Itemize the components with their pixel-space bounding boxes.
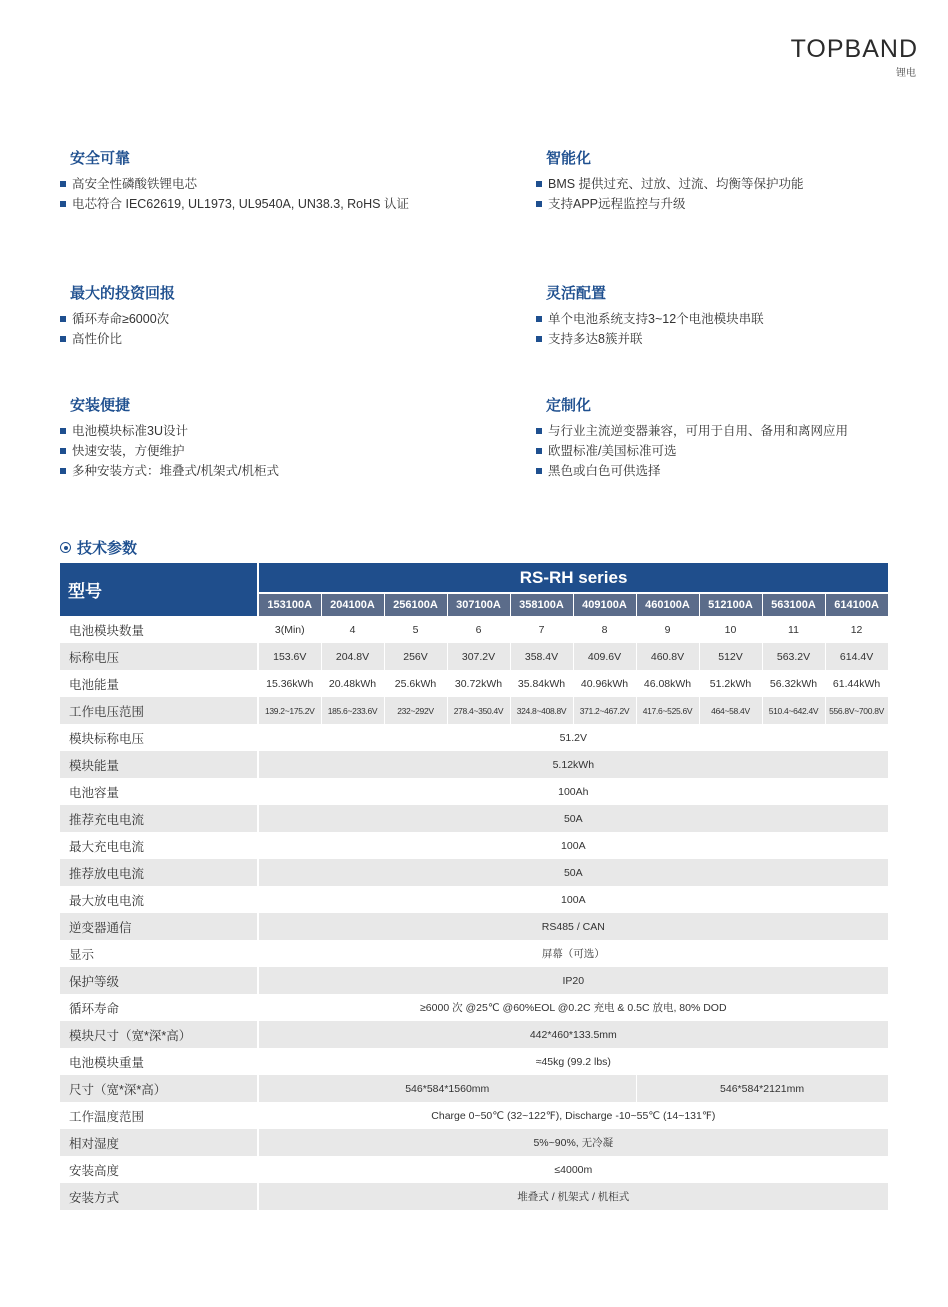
row-label: 最大放电电流 (60, 886, 258, 913)
row-label: 循环寿命 (60, 994, 258, 1021)
model-cell: 204100A (321, 593, 384, 616)
feature-item: 高安全性磷酸铁锂电芯 (60, 174, 460, 194)
table-cell: ≈45kg (99.2 lbs) (258, 1048, 888, 1075)
row-label: 最大充电电流 (60, 832, 258, 859)
table-cell: 139.2~175.2V (258, 697, 321, 724)
table-row (60, 1048, 888, 1075)
row-label: 尺寸（宽*深*高） (60, 1075, 258, 1102)
feature-title: 智能化 (546, 150, 592, 167)
model-cell: 409100A (573, 593, 636, 616)
table-cell: 51.2kWh (699, 670, 762, 697)
table-row (60, 1156, 888, 1183)
table-cell: 324.8~408.8V (510, 697, 573, 724)
table-cell: 512V (699, 643, 762, 670)
spec-section-title (60, 537, 137, 558)
feature-item: 循环寿命≥6000次 (60, 309, 460, 329)
brand-logo (791, 36, 918, 79)
table-cell: 9 (636, 616, 699, 643)
row-label: 标称电压 (60, 643, 258, 670)
feature-block (536, 394, 936, 481)
feature-item: 黑色或白色可供选择 (536, 461, 936, 481)
table-cell: 3(Min) (258, 616, 321, 643)
feature-title: 定制化 (546, 397, 592, 414)
table-row (60, 1129, 888, 1156)
table-cell: 46.08kWh (636, 670, 699, 697)
row-label: 电池容量 (60, 778, 258, 805)
feature-item: 多种安装方式：堆叠式/机架式/机柜式 (60, 461, 460, 481)
feature-list (536, 421, 936, 481)
table-row (60, 886, 888, 913)
table-cell: 堆叠式 / 机架式 / 机柜式 (258, 1183, 888, 1210)
row-label: 模块标称电压 (60, 724, 258, 751)
table-cell: 51.2V (258, 724, 888, 751)
feature-list (60, 421, 460, 481)
table-row (60, 994, 888, 1021)
feature-item: 与行业主流逆变器兼容，可用于自用、备用和离网应用 (536, 421, 936, 441)
table-cell: 464~58.4V (699, 697, 762, 724)
target-icon (60, 542, 71, 553)
feature-item: 电芯符合 IEC62619, UL1973, UL9540A, UN38.3, RoHS 认证 (60, 194, 460, 214)
table-row (60, 724, 888, 751)
table-cell: 5.12kWh (258, 751, 888, 778)
table-row (60, 805, 888, 832)
table-cell: 232~292V (384, 697, 447, 724)
table-cell: 546*584*2121mm (636, 1075, 888, 1102)
table-cell: 7 (510, 616, 573, 643)
table-cell: 100Ah (258, 778, 888, 805)
feature-block (60, 282, 460, 349)
series-header: RS-RH series (258, 563, 888, 593)
table-cell: 510.4~642.4V (762, 697, 825, 724)
model-cell: 563100A (762, 593, 825, 616)
spec-body (60, 616, 888, 1210)
table-cell: ≤4000m (258, 1156, 888, 1183)
table-row (60, 643, 888, 670)
table-cell: 204.8V (321, 643, 384, 670)
table-row (60, 616, 888, 643)
table-cell: 30.72kWh (447, 670, 510, 697)
feature-item: BMS 提供过充、过放、过流、均衡等保护功能 (536, 174, 936, 194)
table-cell: 15.36kWh (258, 670, 321, 697)
model-header: 型号 (60, 563, 258, 616)
feature-block (536, 282, 936, 349)
feature-title: 安全可靠 (70, 150, 131, 167)
table-cell: 371.2~467.2V (573, 697, 636, 724)
table-cell: 358.4V (510, 643, 573, 670)
table-cell: 屏幕（可选） (258, 940, 888, 967)
feature-item: 快速安装，方便维护 (60, 441, 460, 461)
table-cell: 614.4V (825, 643, 888, 670)
row-label: 显示 (60, 940, 258, 967)
feature-list (60, 309, 460, 349)
table-cell: 442*460*133.5mm (258, 1021, 888, 1048)
table-cell: 153.6V (258, 643, 321, 670)
feature-item: 支持APP远程监控与升级 (536, 194, 936, 214)
row-label: 安装方式 (60, 1183, 258, 1210)
table-cell: 50A (258, 859, 888, 886)
row-label: 相对湿度 (60, 1129, 258, 1156)
table-cell: 12 (825, 616, 888, 643)
table-row (60, 967, 888, 994)
table-row (60, 940, 888, 967)
table-row (60, 1183, 888, 1210)
table-cell: 10 (699, 616, 762, 643)
table-cell: 556.8V~700.8V (825, 697, 888, 724)
feature-item: 支持多达8簇并联 (536, 329, 936, 349)
table-cell: RS485 / CAN (258, 913, 888, 940)
feature-block (536, 147, 936, 214)
model-cell: 358100A (510, 593, 573, 616)
model-cell: 256100A (384, 593, 447, 616)
table-row (60, 913, 888, 940)
table-row (60, 670, 888, 697)
row-label: 推荐充电电流 (60, 805, 258, 832)
table-cell: ≥6000 次 @25℃ @60%EOL @0.2C 充电 & 0.5C 放电, 80% DOD (258, 994, 888, 1021)
table-cell: 40.96kWh (573, 670, 636, 697)
row-label: 逆变器通信 (60, 913, 258, 940)
feature-title: 灵活配置 (546, 285, 607, 302)
table-cell: 6 (447, 616, 510, 643)
row-label: 推荐放电电流 (60, 859, 258, 886)
table-cell: 460.8V (636, 643, 699, 670)
table-cell: 100A (258, 886, 888, 913)
feature-block (60, 394, 460, 481)
table-cell: 20.48kWh (321, 670, 384, 697)
table-cell: 409.6V (573, 643, 636, 670)
feature-list (536, 309, 936, 349)
row-label: 电池能量 (60, 670, 258, 697)
feature-block (60, 147, 460, 214)
feature-item: 单个电池系统支持3~12个电池模块串联 (536, 309, 936, 329)
model-cell: 614100A (825, 593, 888, 616)
spec-table (60, 563, 889, 1210)
row-label: 电池模块数量 (60, 616, 258, 643)
table-cell: 185.6~233.6V (321, 697, 384, 724)
table-row (60, 778, 888, 805)
feature-title: 安装便捷 (70, 397, 131, 414)
table-cell: 307.2V (447, 643, 510, 670)
table-row (60, 1075, 888, 1102)
row-label: 安装高度 (60, 1156, 258, 1183)
table-cell: 5%~90%, 无冷凝 (258, 1129, 888, 1156)
table-row (60, 1021, 888, 1048)
table-cell: 11 (762, 616, 825, 643)
table-cell: 56.32kWh (762, 670, 825, 697)
table-row (60, 751, 888, 778)
row-label: 模块能量 (60, 751, 258, 778)
table-cell: IP20 (258, 967, 888, 994)
table-cell: 61.44kWh (825, 670, 888, 697)
table-cell: 25.6kWh (384, 670, 447, 697)
table-cell: 546*584*1560mm (258, 1075, 636, 1102)
table-row (60, 697, 888, 724)
feature-list (60, 174, 460, 214)
table-row (60, 832, 888, 859)
table-row (60, 859, 888, 886)
table-cell: 8 (573, 616, 636, 643)
brand-subtitle: 锂电 (896, 68, 916, 79)
spec-section-label: 技术参数 (77, 540, 138, 557)
model-cell: 153100A (258, 593, 321, 616)
table-cell: 35.84kWh (510, 670, 573, 697)
table-row (60, 1102, 888, 1129)
table-cell: 417.6~525.6V (636, 697, 699, 724)
feature-list (536, 174, 936, 214)
brand-name: TOPBAND (790, 35, 918, 63)
model-cell: 460100A (636, 593, 699, 616)
table-cell: 563.2V (762, 643, 825, 670)
table-cell: 4 (321, 616, 384, 643)
model-cell: 512100A (699, 593, 762, 616)
row-label: 工作温度范围 (60, 1102, 258, 1129)
table-cell: Charge 0~50℃ (32~122℉), Discharge -10~55℃ (14~131℉) (258, 1102, 888, 1129)
table-cell: 50A (258, 805, 888, 832)
row-label: 模块尺寸（宽*深*高） (60, 1021, 258, 1048)
feature-title: 最大的投资回报 (70, 285, 176, 302)
row-label: 保护等级 (60, 967, 258, 994)
table-cell: 278.4~350.4V (447, 697, 510, 724)
row-label: 工作电压范围 (60, 697, 258, 724)
feature-item: 欧盟标准/美国标准可选 (536, 441, 936, 461)
feature-item: 高性价比 (60, 329, 460, 349)
row-label: 电池模块重量 (60, 1048, 258, 1075)
table-cell: 5 (384, 616, 447, 643)
feature-item: 电池模块标准3U设计 (60, 421, 460, 441)
table-cell: 100A (258, 832, 888, 859)
table-cell: 256V (384, 643, 447, 670)
model-cell: 307100A (447, 593, 510, 616)
